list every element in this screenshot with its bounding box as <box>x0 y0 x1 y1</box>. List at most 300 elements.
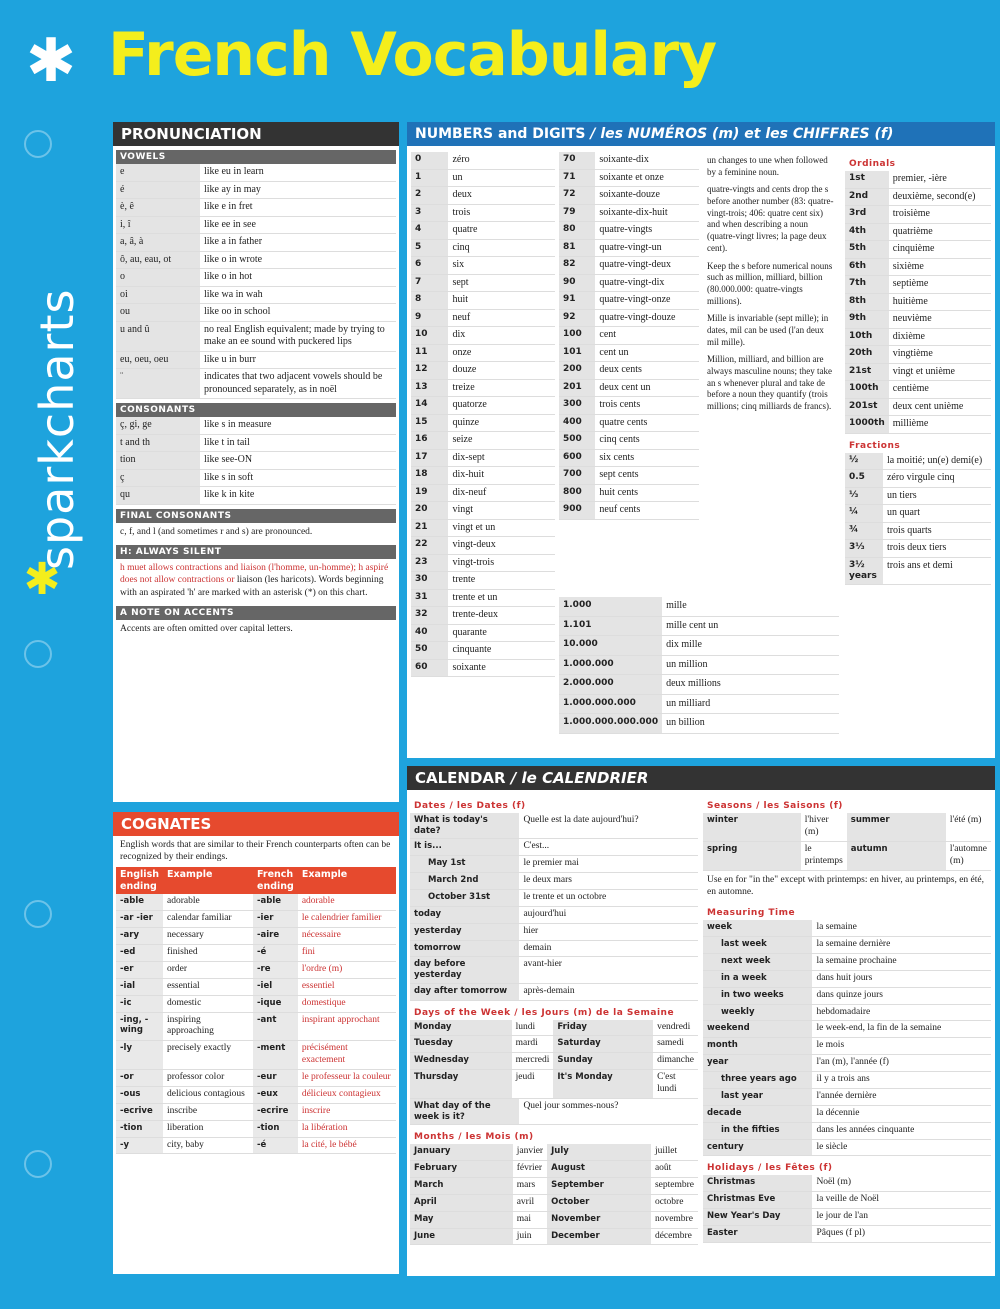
time-row <box>703 1122 991 1139</box>
ordinal-row <box>845 293 991 311</box>
numbers-col-1 <box>411 152 555 677</box>
ordinal-row <box>845 328 991 346</box>
number-row <box>411 292 555 310</box>
term-cell: 6 <box>411 257 448 275</box>
value-cell: un milliard <box>662 694 839 714</box>
value-cell: demain <box>519 940 698 957</box>
term-cell: 2 <box>411 187 448 205</box>
term-cell: 600 <box>559 449 595 467</box>
term-cell: 15 <box>411 414 448 432</box>
term-cell: year <box>703 1055 812 1072</box>
cognates-table <box>116 867 396 1155</box>
term-cell: t and th <box>116 434 200 452</box>
large-number-row <box>559 655 839 675</box>
large-number-row <box>559 636 839 656</box>
term-cell: 1.000.000 <box>559 655 662 675</box>
term-cell: 21 <box>411 519 448 537</box>
cognate-cell: -ant <box>253 1012 298 1041</box>
holiday-row <box>703 1175 991 1191</box>
time-row <box>703 1021 991 1038</box>
vowel-row <box>116 321 396 351</box>
vowel-row <box>116 216 396 234</box>
value-cell: sept <box>448 274 555 292</box>
value-cell: treize <box>448 379 555 397</box>
term-cell: é <box>116 181 200 199</box>
value-cell: cinq cents <box>595 432 699 450</box>
term-cell: month <box>703 1038 812 1055</box>
number-row <box>411 152 555 169</box>
value-cell: décembre <box>651 1228 698 1245</box>
consonant-row <box>116 469 396 487</box>
cognate-cell: -eux <box>253 1086 298 1103</box>
value-cell: la semaine dernière <box>812 937 991 954</box>
term-cell: 101 <box>559 344 595 362</box>
term-cell: Sunday <box>553 1053 653 1070</box>
number-row <box>559 449 699 467</box>
cognate-cell: city, baby <box>163 1137 253 1154</box>
value-cell: cinq <box>448 239 555 257</box>
value-cell: mille cent un <box>662 616 839 636</box>
term-cell: 20th <box>845 346 889 364</box>
ordinal-row <box>845 188 991 206</box>
term-cell: 3rd <box>845 206 889 224</box>
vowels-table <box>116 164 396 399</box>
cognate-row <box>116 1070 396 1087</box>
ordinal-row <box>845 398 991 416</box>
value-cell: sixième <box>889 258 991 276</box>
time-row <box>703 1055 991 1072</box>
term-cell: 1st <box>845 171 889 188</box>
term-cell: April <box>410 1194 513 1211</box>
term-cell: 3⅓ <box>845 540 883 558</box>
value-cell: trente-deux <box>448 607 555 625</box>
cognate-row <box>116 1103 396 1120</box>
value-cell: vingtième <box>889 346 991 364</box>
value-cell: deux millions <box>662 675 839 695</box>
number-note: quatre-vingts and cents drop the s before another number (83: quatre-vingt-trois; 406: quatre cent six) and when describing a noun (quatre-vingt livres; la page deux cent). <box>707 184 834 253</box>
term-cell: 800 <box>559 484 595 502</box>
h-silent-label: H: ALWAYS SILENT <box>116 545 396 559</box>
cognate-cell: finished <box>163 945 253 962</box>
value-cell: jeudi <box>512 1070 554 1099</box>
ring-decoration <box>24 640 52 668</box>
number-row <box>559 432 699 450</box>
fraction-row <box>845 505 991 523</box>
months-label: Months / les Mois (m) <box>414 1132 534 1143</box>
number-row <box>411 449 555 467</box>
cognate-row <box>116 894 396 910</box>
cognate-row <box>116 928 396 945</box>
time-row <box>703 970 991 987</box>
cognate-cell: -aire <box>253 928 298 945</box>
term-cell: a, â, à <box>116 234 200 252</box>
cognate-cell: -ique <box>253 995 298 1012</box>
consonants-label: CONSONANTS <box>116 403 396 417</box>
large-numbers <box>559 597 839 734</box>
number-row <box>411 397 555 415</box>
number-note: Mille is invariable (sept mille); in dates, mil can be used (l'an deux mil mille). <box>707 313 829 347</box>
number-row <box>411 519 555 537</box>
value-cell: mercredi <box>512 1053 554 1070</box>
cognate-cell: -ary <box>116 928 163 945</box>
term-cell: 10.000 <box>559 636 662 656</box>
term-cell: summer <box>847 813 946 841</box>
value-cell: vendredi <box>653 1020 698 1036</box>
term-cell: i, î <box>116 216 200 234</box>
value-cell: vingt-trois <box>448 554 555 572</box>
value-cell: juin <box>513 1228 547 1245</box>
number-row <box>411 169 555 187</box>
cognate-cell: -able <box>116 894 163 910</box>
value-cell: deux cents <box>595 362 699 380</box>
number-row <box>411 554 555 572</box>
term-cell: 79 <box>559 204 595 222</box>
cognate-row <box>116 911 396 928</box>
ordinal-row <box>845 276 991 294</box>
number-row <box>411 467 555 485</box>
term-cell: 4 <box>411 222 448 240</box>
value-cell: like ee in see <box>200 216 396 234</box>
consonant-row <box>116 487 396 505</box>
term-cell: 300 <box>559 397 595 415</box>
term-cell: 16 <box>411 432 448 450</box>
value-cell: zéro virgule cinq <box>883 470 991 488</box>
value-cell: dix mille <box>662 636 839 656</box>
term-cell: 50 <box>411 642 448 660</box>
ordinal-row <box>845 206 991 224</box>
numbers-header: NUMBERS and DIGITS / les NUMÉROS (m) et les CHIFFRES (f) <box>407 122 995 146</box>
number-row <box>411 362 555 380</box>
cognate-cell: -ar -ier <box>116 911 163 928</box>
value-cell: quatre cents <box>595 414 699 432</box>
value-cell: deux <box>448 187 555 205</box>
value-cell: aujourd'hui <box>519 906 698 923</box>
value-cell: la veille de Noël <box>812 1192 991 1209</box>
term-cell: What is today's date? <box>410 813 519 839</box>
term-cell: Christmas Eve <box>703 1192 812 1209</box>
h-silent-note: h muet allows contractions and liaison (l'homme, un-homme); h aspiré does not allow contractions or liaison (les haricots). Words beginning with an aspirated 'h' are marked with an asterisk (*) on this chart. <box>120 562 389 598</box>
number-row <box>559 379 699 397</box>
value-cell: premier, -ière <box>889 171 991 188</box>
cognate-cell: fini <box>298 945 396 962</box>
value-cell: un quart <box>883 505 991 523</box>
value-cell: soixante-douze <box>595 187 699 205</box>
value-cell: trois <box>448 204 555 222</box>
fraction-row <box>845 540 991 558</box>
term-cell: 60 <box>411 659 448 677</box>
term-cell: 5th <box>845 241 889 259</box>
term-cell: It is... <box>410 839 519 856</box>
number-row <box>559 484 699 502</box>
number-row <box>411 414 555 432</box>
ordinal-row <box>845 223 991 241</box>
number-row <box>411 309 555 327</box>
calendar-right <box>703 794 991 1243</box>
value-cell: août <box>651 1161 698 1178</box>
term-cell: 100th <box>845 381 889 399</box>
value-cell: mai <box>513 1211 547 1228</box>
term-cell: in the fifties <box>703 1122 812 1139</box>
value-cell: dix-huit <box>448 467 555 485</box>
vowel-row <box>116 351 396 369</box>
number-row <box>559 397 699 415</box>
term-cell: autumn <box>847 841 946 870</box>
time-row <box>703 920 991 936</box>
value-cell: soixante-dix <box>595 152 699 169</box>
final-consonants-note: c, f, and l (and sometimes r and s) are pronounced. <box>120 526 313 537</box>
accents-label: A NOTE ON ACCENTS <box>116 606 396 620</box>
value-cell: quatre <box>448 222 555 240</box>
number-row <box>559 204 699 222</box>
term-cell: 32 <box>411 607 448 625</box>
term-cell: o <box>116 269 200 287</box>
number-row <box>411 379 555 397</box>
cognate-cell: -ecrive <box>116 1103 163 1120</box>
month-row <box>410 1161 698 1178</box>
term-cell: 3 <box>411 204 448 222</box>
term-cell: January <box>410 1144 513 1160</box>
value-cell: la décennie <box>812 1105 991 1122</box>
value-cell: quatre-vingt-deux <box>595 257 699 275</box>
number-row <box>559 344 699 362</box>
term-cell: yesterday <box>410 923 519 940</box>
value-cell: dix <box>448 327 555 345</box>
number-row <box>559 169 699 187</box>
value-cell: neuvième <box>889 311 991 329</box>
term-cell: May <box>410 1211 513 1228</box>
term-cell: 2.000.000 <box>559 675 662 695</box>
term-cell: three years ago <box>703 1072 812 1089</box>
value-cell: dix-neuf <box>448 484 555 502</box>
value-cell: soixante et onze <box>595 169 699 187</box>
value-cell: like o in wrote <box>200 251 396 269</box>
term-cell: New Year's Day <box>703 1209 812 1226</box>
number-row <box>411 607 555 625</box>
vowel-row <box>116 286 396 304</box>
number-row <box>559 467 699 485</box>
term-cell: Easter <box>703 1226 812 1243</box>
cognate-cell: necessary <box>163 928 253 945</box>
cognate-cell: liberation <box>163 1120 253 1137</box>
number-row <box>559 187 699 205</box>
term-cell: 0 <box>411 152 448 169</box>
number-row <box>411 432 555 450</box>
cognate-cell: -ier <box>253 911 298 928</box>
term-cell: ⅓ <box>845 487 883 505</box>
value-cell: dans huit jours <box>812 970 991 987</box>
cognate-cell: delicious contagious <box>163 1086 253 1103</box>
ordinal-row <box>845 171 991 188</box>
large-number-row <box>559 616 839 636</box>
value-cell: douze <box>448 362 555 380</box>
cognate-cell: -ed <box>116 945 163 962</box>
term-cell: Wednesday <box>410 1053 512 1070</box>
term-cell: 500 <box>559 432 595 450</box>
value-cell: Pâques (f pl) <box>812 1226 991 1243</box>
term-cell: Friday <box>553 1020 653 1036</box>
number-note: Keep the s before numerical nouns such as million, milliard, billion (80.000.000: quatre-vingts millions). <box>707 260 833 306</box>
value-cell: deux cent un <box>595 379 699 397</box>
term-cell: è, ê <box>116 199 200 217</box>
consonant-row <box>116 434 396 452</box>
ring-decoration <box>24 900 52 928</box>
value-cell: quatre-vingt-dix <box>595 274 699 292</box>
large-number-row <box>559 597 839 616</box>
term-cell: 1000th <box>845 416 889 434</box>
cognate-cell: inspiring approaching <box>163 1012 253 1041</box>
cognate-cell: domestic <box>163 995 253 1012</box>
value-cell: trente et un <box>448 589 555 607</box>
term-cell: 1.000.000.000 <box>559 694 662 714</box>
value-cell: soixante <box>448 659 555 677</box>
calendar-left <box>410 794 698 1245</box>
value-cell: trois ans et demi <box>883 557 991 585</box>
vowel-row <box>116 181 396 199</box>
term-cell: July <box>547 1144 651 1160</box>
value-cell: l'an (m), l'année (f) <box>812 1055 991 1072</box>
term-cell: 91 <box>559 292 595 310</box>
term-cell: 23 <box>411 554 448 572</box>
value-cell: l'automne (m) <box>946 841 991 870</box>
value-cell: centième <box>889 381 991 399</box>
term-cell: 8 <box>411 292 448 310</box>
value-cell: trois cents <box>595 397 699 415</box>
month-row <box>410 1228 698 1245</box>
term-cell: today <box>410 906 519 923</box>
days-label: Days of the Week / les Jours (m) de la Semaine <box>414 1007 675 1018</box>
value-cell: hier <box>519 923 698 940</box>
cognate-row <box>116 1137 396 1154</box>
vowel-row <box>116 234 396 252</box>
value-cell: mille <box>662 597 839 616</box>
seasons-label: Seasons / les Saisons (f) <box>707 801 843 811</box>
value-cell: le mois <box>812 1038 991 1055</box>
cognate-row <box>116 1120 396 1137</box>
number-row <box>411 572 555 590</box>
term-cell: week <box>703 920 812 936</box>
number-row <box>411 187 555 205</box>
value-cell: sept cents <box>595 467 699 485</box>
term-cell: u and û <box>116 321 200 351</box>
holidays-label: Holidays / les Fêtes (f) <box>707 1163 833 1174</box>
value-cell: trois quarts <box>883 522 991 540</box>
date-row <box>410 906 698 923</box>
month-row <box>410 1177 698 1194</box>
term-cell: 201st <box>845 398 889 416</box>
term-cell: 82 <box>559 257 595 275</box>
season-row <box>703 813 991 841</box>
term-cell: Christmas <box>703 1175 812 1191</box>
number-row <box>559 152 699 169</box>
term-cell: eu, oeu, oeu <box>116 351 200 369</box>
value-cell: lundi <box>512 1020 554 1036</box>
value-cell: Noël (m) <box>812 1175 991 1191</box>
term-cell: oi <box>116 286 200 304</box>
cognates-header-row <box>116 867 396 895</box>
col-header: French ending <box>253 867 298 895</box>
value-cell: un million <box>662 655 839 675</box>
term-cell: 12 <box>411 362 448 380</box>
value-cell: juillet <box>651 1144 698 1160</box>
value-cell: soixante-dix-huit <box>595 204 699 222</box>
value-cell: quinze <box>448 414 555 432</box>
term-cell: November <box>547 1211 651 1228</box>
cognate-row <box>116 1012 396 1041</box>
value-cell: un billion <box>662 714 839 734</box>
term-cell: 40 <box>411 624 448 642</box>
value-cell: troisième <box>889 206 991 224</box>
calendar-header: CALENDAR / le CALENDRIER <box>407 766 995 790</box>
holiday-row <box>703 1192 991 1209</box>
number-row <box>411 484 555 502</box>
term-cell: 81 <box>559 239 595 257</box>
ordinal-row <box>845 346 991 364</box>
cognate-row <box>116 961 396 978</box>
day-row <box>410 1020 698 1036</box>
cognate-cell: -er <box>116 961 163 978</box>
time-row <box>703 953 991 970</box>
value-cell: octobre <box>651 1194 698 1211</box>
number-row <box>411 327 555 345</box>
value-cell: hebdomadaire <box>812 1004 991 1021</box>
day-row <box>410 1070 698 1099</box>
value-cell: no real English equivalent; made by trying to make an ee sound with puckered lips <box>200 321 396 351</box>
number-row <box>411 642 555 660</box>
cognate-cell: essentiel <box>298 978 396 995</box>
day-question-row: What day of the week is it? Quel jour sommes-nous? <box>410 1099 698 1125</box>
value-cell: like s in measure <box>200 417 396 434</box>
term-cell: 19 <box>411 484 448 502</box>
fraction-row <box>845 522 991 540</box>
term-cell: winter <box>703 813 801 841</box>
number-row <box>411 537 555 555</box>
term-cell: May 1st <box>410 856 519 873</box>
term-cell: 92 <box>559 309 595 327</box>
number-note: un changes to une when followed by a feminine noun. <box>707 155 828 177</box>
numbers-col-2 <box>559 152 699 520</box>
term-cell: 0.5 <box>845 470 883 488</box>
term-cell: ¼ <box>845 505 883 523</box>
term-cell: tomorrow <box>410 940 519 957</box>
ordinal-row <box>845 241 991 259</box>
consonant-row <box>116 452 396 470</box>
value-cell: like a in father <box>200 234 396 252</box>
term-cell: 1.000.000.000.000 <box>559 714 662 734</box>
value-cell: après-demain <box>519 983 698 1000</box>
value-cell: like s in soft <box>200 469 396 487</box>
value-cell: dans les années cinquante <box>812 1122 991 1139</box>
value-cell: like see-ON <box>200 452 396 470</box>
term-cell: 1 <box>411 169 448 187</box>
value-cell: l'hiver (m) <box>801 813 847 841</box>
value-cell: huit <box>448 292 555 310</box>
cognates-intro: English words that are similar to their French counterparts often can be recognized by their endings. <box>120 840 391 863</box>
term-cell: Thursday <box>410 1070 512 1099</box>
term-cell: in a week <box>703 970 812 987</box>
date-row <box>410 813 698 839</box>
number-row <box>559 414 699 432</box>
term-cell: 22 <box>411 537 448 555</box>
value-cell: quarante <box>448 624 555 642</box>
value-cell: janvier <box>513 1144 547 1160</box>
cognate-cell: -ing, -wing <box>116 1012 163 1041</box>
value-cell: six <box>448 257 555 275</box>
holiday-row <box>703 1209 991 1226</box>
fraction-row <box>845 470 991 488</box>
date-row <box>410 889 698 906</box>
term-cell: 10 <box>411 327 448 345</box>
cognate-cell: domestique <box>298 995 396 1012</box>
